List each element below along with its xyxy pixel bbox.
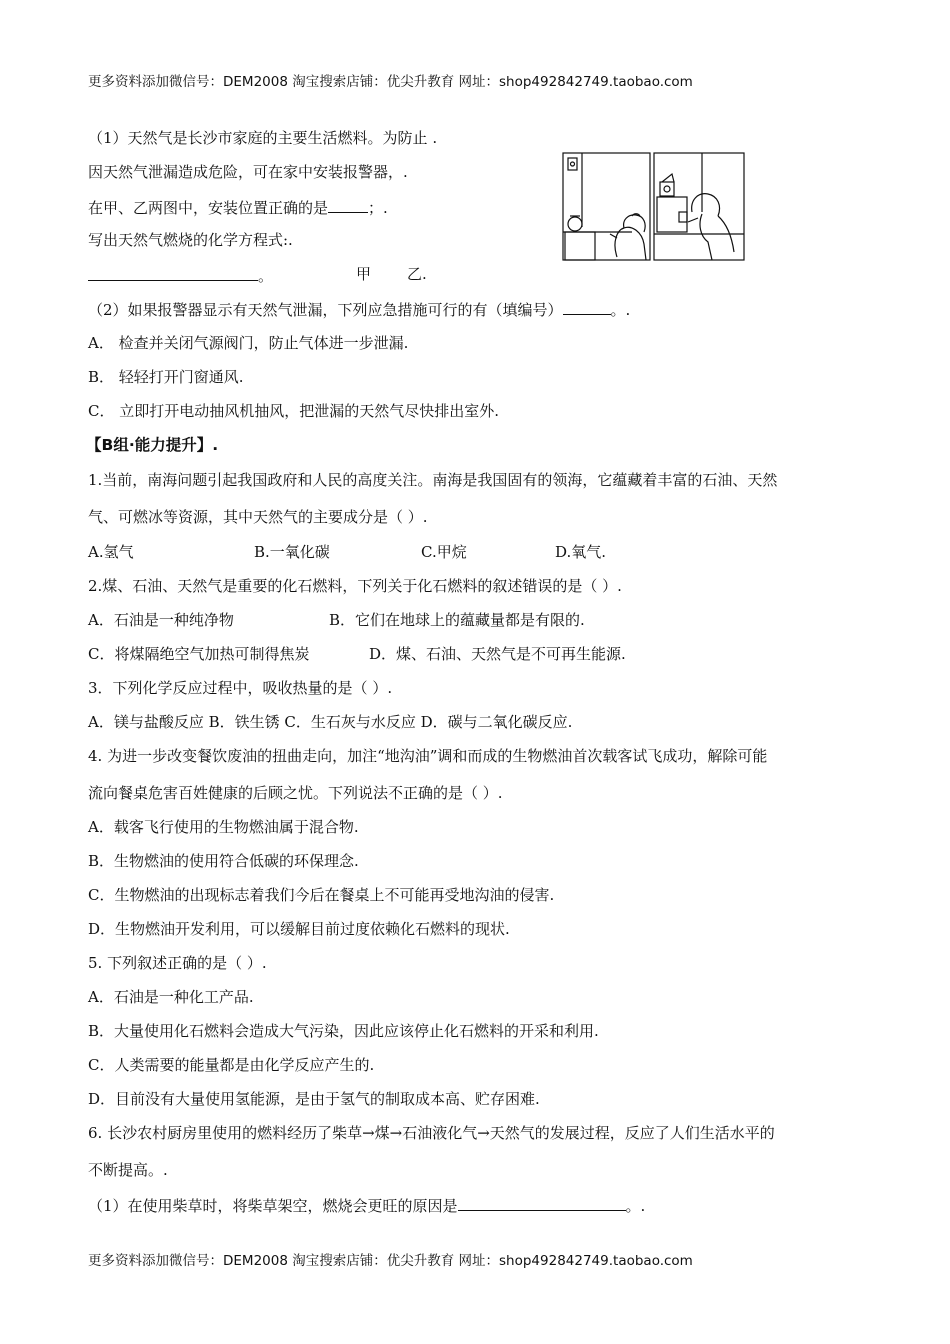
b-q2-option-c: C．将煤隔绝空气加热可制得焦炭 (88, 645, 310, 663)
figure-label-jia: 甲 (356, 265, 372, 283)
kitchen-alarm-figure (562, 152, 746, 262)
equation-blank (88, 264, 258, 281)
b-q2-option-a: A．石油是一种纯净物 (88, 611, 234, 629)
page-footer: 更多资料添加微信号：DEM2008 淘宝搜索店铺：优尖升教育 网址：shop492842749.taobao.com (88, 1253, 693, 1269)
answer-blank (458, 1194, 626, 1211)
b-q1-line-2: 气、可燃冰等资源，其中天然气的主要成分是（ ）. (88, 508, 428, 526)
b-q4-option-c: C．生物燃油的出现标志着我们今后在餐桌上不可能再受地沟油的侵害. (88, 886, 555, 904)
b-q6-sub-1-text: （1）在使用柴草时，将柴草架空，燃烧会更旺的原因是 (88, 1197, 458, 1215)
b-q6-line-1: 6. 长沙农村厨房里使用的燃料经历了柴草→煤→石油液化气→天然气的发展过程，反应了人们生活水平的 (88, 1124, 775, 1142)
q1-line-5 (88, 264, 273, 286)
b-q4-line-2: 流向餐桌危害百姓健康的后顾之忧。下列说法不正确的是（ ）. (88, 784, 503, 802)
b-q2-option-b: B．它们在地球上的蕴藏量都是有限的. (329, 611, 585, 629)
q2-option-b: B． 轻轻打开门窗通风. (88, 368, 244, 386)
b-q1-option-b: B.一氧化碳 (254, 543, 330, 561)
b-q4-option-d: D．生物燃油开发利用，可以缓解目前过度依赖化石燃料的现状. (88, 920, 510, 938)
answer-blank (328, 196, 368, 213)
q1-line-2: 因天然气泄漏造成危险，可在家中安装报警器，. (88, 163, 408, 181)
b-q4-line-1: 4. 为进一步改变餐饮废油的扭曲走向，加注“地沟油”调和而成的生物燃油首次载客试飞成功，解除可能 (88, 747, 768, 765)
q1-line-3-text: 在甲、乙两图中，安装位置正确的是 (88, 199, 329, 217)
b-q1-option-d: D.氧气. (555, 543, 607, 561)
figure-yi (654, 153, 744, 260)
b-q1-option-a: A.氢气 (88, 543, 134, 561)
b-q4-option-b: B．生物燃油的使用符合低碳的环保理念. (88, 852, 359, 870)
q1-line-3-end: ；. (368, 199, 388, 217)
b-q1-option-c: C.甲烷 (421, 543, 467, 561)
b-q6-line-2: 不断提高。. (88, 1161, 168, 1179)
figure-label-yi: 乙. (407, 265, 427, 283)
b-q5-line-1: 5. 下列叙述正确的是（ ）. (88, 954, 267, 972)
q2-option-c: C． 立即打开电动抽风机抽风，把泄漏的天然气尽快排出室外. (88, 402, 500, 420)
b-q5-option-c: C．人类需要的能量都是由化学反应产生的. (88, 1056, 375, 1074)
q1-line-1: （1）天然气是长沙市家庭的主要生活燃料。为防止 . (88, 129, 438, 147)
b-q5-option-b: B．大量使用化石燃料会造成大气污染，因此应该停止化石燃料的开采和利用. (88, 1022, 599, 1040)
b-q4-option-a: A．载客飞行使用的生物燃油属于混合物. (88, 818, 359, 836)
b-q6-sub-1-end: 。. (625, 1197, 646, 1215)
b-q6-sub-1 (88, 1194, 645, 1216)
answer-blank (563, 298, 611, 315)
b-q1-line-1: 1.当前，南海问题引起我国政府和人民的高度关注。南海是我国固有的领海，它蕴藏着丰富的石油、天然 (88, 471, 778, 489)
q1-line-5-end: 。 (258, 267, 274, 285)
b-q2-option-d: D．煤、石油、天然气是不可再生能源. (369, 645, 626, 663)
q1-line-3 (88, 196, 388, 218)
page-header: 更多资料添加微信号：DEM2008 淘宝搜索店铺：优尖升教育 网址：shop492842749.taobao.com (88, 74, 693, 90)
q2-line (88, 298, 630, 320)
q1-line-4: 写出天然气燃烧的化学方程式:. (88, 231, 293, 249)
figure-jia (563, 153, 650, 260)
b-q2-line-1: 2.煤、石油、天然气是重要的化石燃料，下列关于化石燃料的叙述错误的是（ ）. (88, 577, 622, 595)
b-q5-option-d: D．目前没有大量使用氢能源，是由于氢气的制取成本高、贮存困难. (88, 1090, 540, 1108)
b-q5-option-a: A．石油是一种化工产品. (88, 988, 254, 1006)
b-q3-options: A．镁与盐酸反应 B．铁生锈 C．生石灰与水反应 D．碳与二氧化碳反应. (88, 713, 573, 731)
q2-end: 。. (610, 301, 631, 319)
q2-option-a: A． 检查并关闭气源阀门，防止气体进一步泄漏. (88, 334, 409, 352)
b-q3-line-1: 3．下列化学反应过程中，吸收热量的是（ ）. (88, 679, 393, 697)
section-title-b: 【B组·能力提升】. (86, 436, 219, 454)
q2-text: （2）如果报警器显示有天然气泄漏，下列应急措施可行的有（填编号） (88, 301, 563, 319)
